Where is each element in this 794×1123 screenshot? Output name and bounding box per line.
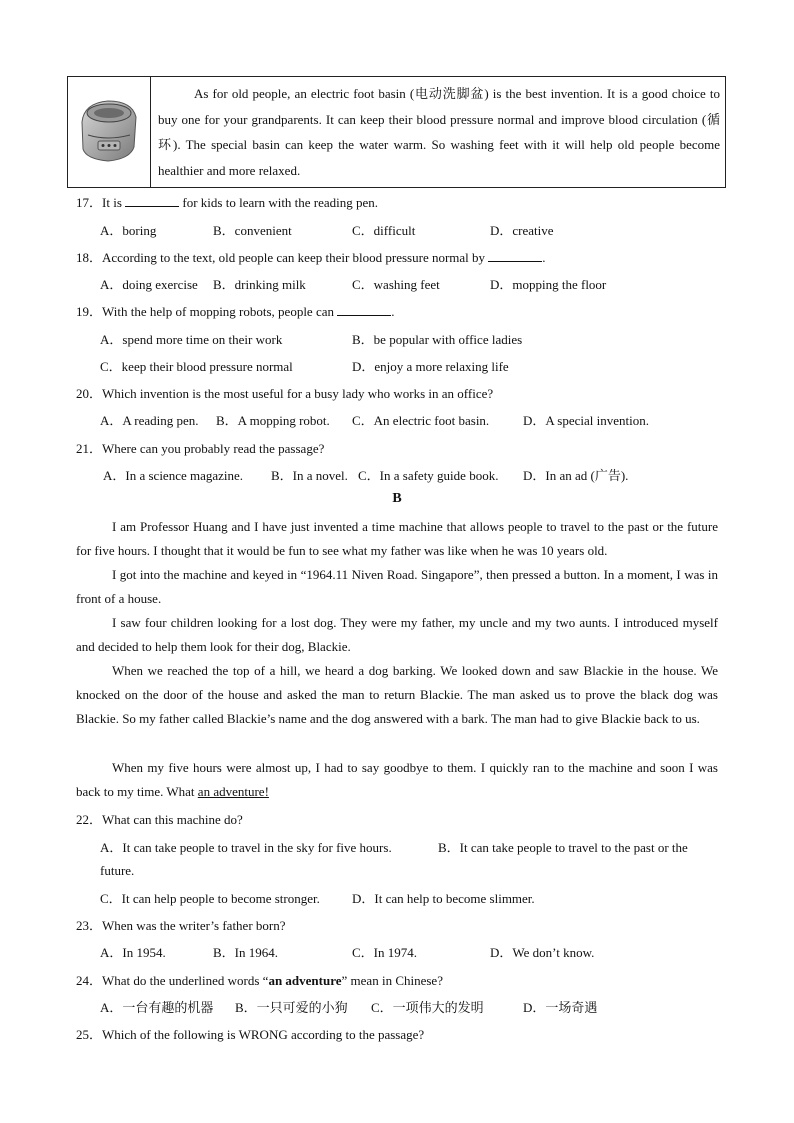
paragraph-text: When my five hours were almost up, I had to say goodbye to them. I quickly ran to the machine and soon I was back to my time. What xyxy=(76,760,718,799)
passage-b-paragraph-4 xyxy=(76,659,718,731)
q21-option-b: B．In a novel. xyxy=(271,468,348,483)
q20-option-c: C．An electric foot basin. xyxy=(352,413,490,428)
question-stem: Which invention is the most useful for a busy lady who works in an office? xyxy=(102,386,494,401)
section-b-title: B xyxy=(392,491,402,506)
question-stem: According to the text, old people can keep their blood pressure normal by xyxy=(102,250,486,265)
paragraph-text: I am Professor Huang and I have just invented a time machine that allows people to travel to the past or the future for five hours. I thought that it would be fun to see what my father was like when he was 10 years old. xyxy=(76,519,718,558)
q20-option-b: B．A mopping robot. xyxy=(216,413,330,428)
passage-a-text xyxy=(158,81,720,183)
passage-a-paragraph: As for old people, an electric foot basin (电动洗脚盆) is the best invention. It is a good choice to buy one for your grandparents. It can keep their blood pressure normal and improve blood circulation (循环). The special basin can keep the water warm. So washing feet with it will help old people become healthier and more relaxed. xyxy=(158,86,720,178)
question-17 xyxy=(76,192,378,211)
question-stem-bold: an adventure xyxy=(268,973,342,988)
q24-option-a: A．一台有趣的机器 xyxy=(100,1000,214,1015)
q19-option-a: A．spend more time on their work xyxy=(100,332,283,347)
question-23 xyxy=(76,915,286,934)
question-number: 24． xyxy=(76,973,103,988)
question-number: 18． xyxy=(76,250,103,265)
q17-option-d: D．creative xyxy=(490,223,554,238)
passage-b-paragraph-2 xyxy=(76,563,718,611)
question-number: 22． xyxy=(76,812,103,827)
q23-option-b: B．In 1964. xyxy=(213,945,279,960)
foot-basin-image-cell xyxy=(68,77,151,187)
paragraph-text: I got into the machine and keyed in “1964.11 Niven Road. Singapore”, then pressed a button. In a moment, I was in front of a house. xyxy=(76,567,718,606)
q21-option-d: D．In an ad (广告). xyxy=(523,468,629,483)
passage-a-box xyxy=(67,76,726,188)
question-stem: What can this machine do? xyxy=(102,812,243,827)
question-25 xyxy=(76,1024,424,1043)
question-number: 23． xyxy=(76,918,103,933)
question-number: 25． xyxy=(76,1027,103,1042)
answer-blank xyxy=(125,194,179,207)
question-number: 21． xyxy=(76,441,103,456)
question-stem-end: ” mean in Chinese? xyxy=(341,973,443,988)
answer-blank xyxy=(488,249,542,262)
question-stem: When was the writer’s father born? xyxy=(102,918,286,933)
q22-option-c: C．It can help people to become stronger. xyxy=(100,891,320,906)
q22-option-b: B．It can take people to travel to the past or the xyxy=(438,840,688,855)
q20-option-a: A．A reading pen. xyxy=(100,413,199,428)
question-stem: Which of the following is WRONG according to the passage? xyxy=(102,1027,425,1042)
q24-option-d: D．一场奇遇 xyxy=(523,1000,598,1015)
paragraph-text: When we reached the top of a hill, we heard a dog barking. We looked down and saw Blackie in the house. We knocked on the door of the house and asked the man to return Blackie. The man asked us to prove the black dog was Blackie. So my father called Blackie’s name and the dog answered with a bark. The man had to give Blackie back to us. xyxy=(76,663,718,726)
question-stem: Where can you probably read the passage? xyxy=(102,441,325,456)
q21-option-a: A．In a science magazine. xyxy=(103,468,244,483)
q18-option-b: B．drinking milk xyxy=(213,277,306,292)
q18-option-c: C．washing feet xyxy=(352,277,440,292)
q18-option-a: A．doing exercise xyxy=(100,277,198,292)
passage-b-paragraph-5 xyxy=(76,756,718,804)
q23-option-a: A．In 1954. xyxy=(100,945,166,960)
question-number: 20． xyxy=(76,386,103,401)
question-stem: With the help of mopping robots, people can xyxy=(102,304,334,319)
question-21 xyxy=(76,438,324,457)
question-number: 19． xyxy=(76,304,103,319)
q17-option-c: C．difficult xyxy=(352,223,416,238)
underlined-words: an adventure! xyxy=(197,784,269,799)
q21-option-c: C．In a safety guide book. xyxy=(358,468,499,483)
q24-option-c: C．一项伟大的发明 xyxy=(371,1000,484,1015)
question-stem: What do the underlined words “ xyxy=(102,973,269,988)
q22-option-b-continued: future. xyxy=(100,863,135,878)
q17-option-b: B．convenient xyxy=(213,223,292,238)
question-19 xyxy=(76,301,395,320)
q19-option-b: B．be popular with office ladies xyxy=(352,332,523,347)
foot-basin-image xyxy=(68,77,150,187)
passage-b-paragraph-3 xyxy=(76,611,718,659)
q19-option-d: D．enjoy a more relaxing life xyxy=(352,359,509,374)
q22-option-a: A．It can take people to travel in the sky for five hours. xyxy=(100,840,392,855)
question-stem-end: . xyxy=(391,304,395,319)
answer-blank xyxy=(337,303,391,316)
q20-option-d: D．A special invention. xyxy=(523,413,650,428)
q22-option-d: D．It can help to become slimmer. xyxy=(352,891,535,906)
question-stem-end: for kids to learn with the reading pen. xyxy=(182,195,379,210)
question-stem: It is xyxy=(102,195,122,210)
passage-b-paragraph-1 xyxy=(76,515,718,563)
question-22 xyxy=(76,809,243,828)
q24-option-b: B．一只可爱的小狗 xyxy=(235,1000,348,1015)
q18-option-d: D．mopping the floor xyxy=(490,277,607,292)
paragraph-text: I saw four children looking for a lost dog. They were my father, my uncle and my two aunts. I introduced myself and decided to help them look for their dog, Blackie. xyxy=(76,615,718,654)
question-24 xyxy=(76,970,443,989)
q23-option-d: D．We don’t know. xyxy=(490,945,595,960)
question-20 xyxy=(76,383,493,402)
question-number: 17． xyxy=(76,195,103,210)
q19-option-c: C．keep their blood pressure normal xyxy=(100,359,293,374)
q17-option-a: A．boring xyxy=(100,223,157,238)
question-stem-end: . xyxy=(542,250,546,265)
question-18 xyxy=(76,247,546,266)
q23-option-c: C．In 1974. xyxy=(352,945,418,960)
